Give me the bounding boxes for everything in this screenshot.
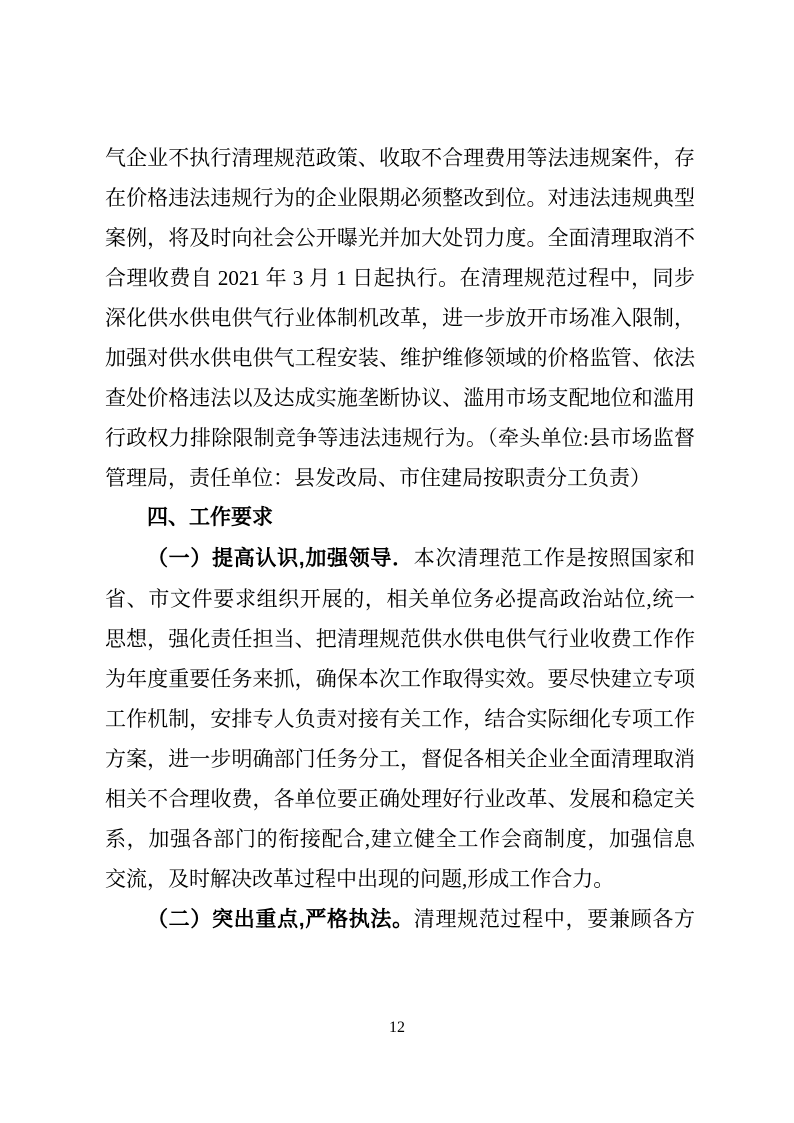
paragraph-continuation <box>105 138 695 498</box>
paragraph-point-one-text: 本次清理范工作是按照国家和省、市文件要求组织开展的，相关单位务必提高政治站位,统一思想，强化责任担当、把清理规范供水供电供气行业收费工作作为年度重要任务来抓，确保本次工作取得实效。要尽快建立专项工作机制，安排专人负责对接有关工作，结合实际细化专项工作方案，进一步明确部门任务分工，督促各相关企业全面清理取消相关不合理收费，各单位要正确处理好行业改革、发展和稳定关系，加强各部门的衔接配合,建立健全工作会商制度，加强信息交流，及时解决改革过程中出现的问题,形成工作合力。 <box>105 546 695 891</box>
paragraph-point-two <box>105 899 695 940</box>
paragraph-point-two-text: 清理规范过程中，要兼顾各方 <box>413 907 695 931</box>
paragraph-point-one-lead: （一）提高认识,加强领导． <box>147 547 414 570</box>
paragraph-continuation-text: 气企业不执行清理规范政策、收取不合理费用等法违规案件，存在价格违法违规行为的企业限期必须整改到位。对违法违规典型案例，将及时向社会公开曝光并加大处罚力度。全面清理取消不合理收费自 2021 年 3 月 1 日起执行。在清理规范过程中，同步深化供水供电供气行业体制机改革，进一步放开市场准入限制，加强对供水供电供气工程安装、维护维修领域的价格监管、依法查处价格违法以及达成实施垄断协议、滥用市场支配地位和滥用行政权力排除限制竞争等违法违规行为。（牵头单位:县市场监督管理局，责任单位：县发改局、市住建局按职责分工负责） <box>105 146 695 490</box>
section-heading-work-requirements: 四、工作要求 <box>147 506 273 529</box>
document-text-block <box>105 138 695 940</box>
paragraph-point-two-lead: （二）突出重点,严格执法。 <box>147 908 414 931</box>
paragraph-point-one <box>105 538 695 899</box>
page-number: 12 <box>389 1019 405 1036</box>
